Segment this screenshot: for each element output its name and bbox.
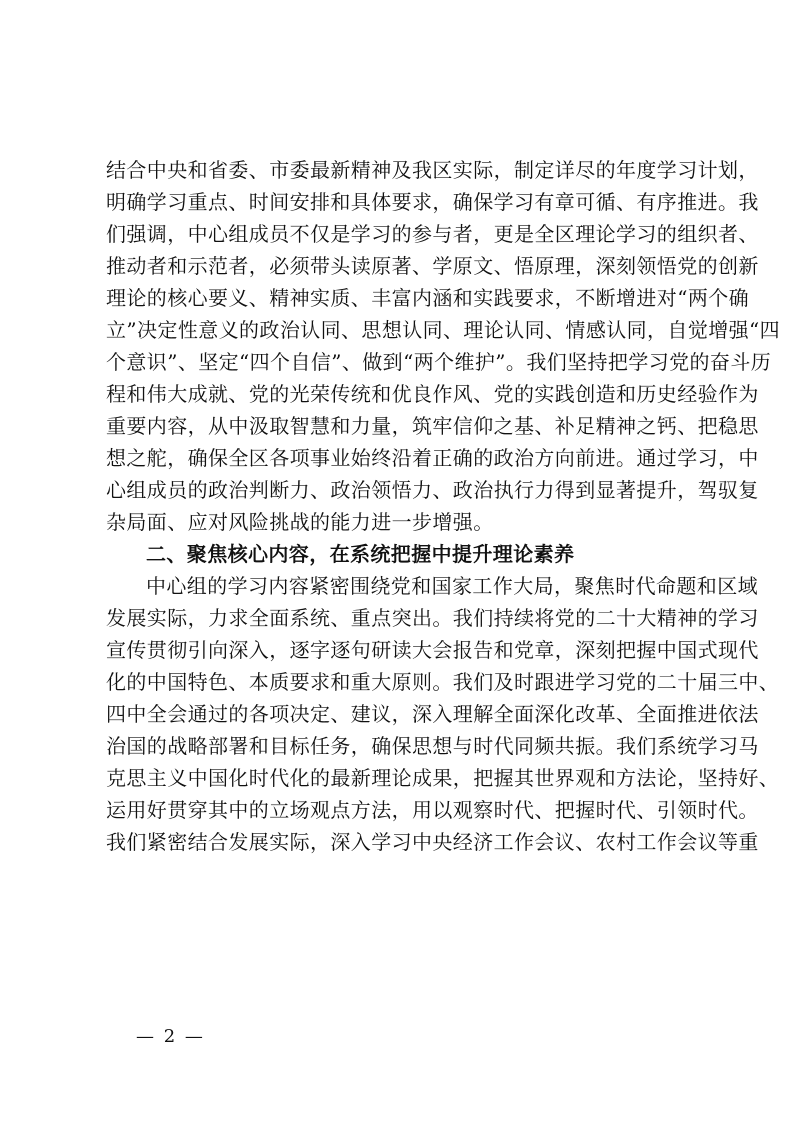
text-line: 结合中央和省委、市委最新精神及我区实际，制定详尽的年度学习计划， [106,158,759,182]
text-line: 发展实际，力求全面系统、重点突出。我们持续将党的二十大精神的学习 [106,606,759,630]
text-line: 四中全会通过的各项决定、建议，深入理解全面深化改革、全面推进依法 [106,702,759,726]
text-line: 推动者和示范者，必须带头读原著、学原文、悟原理，深刻领悟党的创新 [106,254,759,278]
text-line: 宣传贯彻引向深入，逐字逐句研读大会报告和党章，深刻把握中国式现代 [106,638,759,662]
page-number: — 2 — [136,1026,205,1047]
text-line: 重要内容，从中汲取智慧和力量，筑牢信仰之基、补足精神之钙、把稳思 [106,414,759,438]
text-line: 们强调，中心组成员不仅是学习的参与者，更是全区理论学习的组织者、 [106,222,759,246]
text-line: 明确学习重点、时间安排和具体要求，确保学习有章可循、有序推进。我 [106,190,759,214]
text-line: 化的中国特色、本质要求和重大原则。我们及时跟进学习党的二十届三中、 [106,670,780,694]
text-line: 理论的核心要义、精神实质、丰富内涵和实践要求，不断增进对“两个确 [106,286,750,310]
text-line: 治国的战略部署和目标任务，确保思想与时代同频共振。我们系统学习马 [106,734,759,758]
text-line: 立”决定性意义的政治认同、思想认同、理论认同、情感认同，自觉增强“四 [106,318,781,342]
section-heading: 二、聚焦核心内容，在系统把握中提升理论素养 [146,542,575,566]
body-text [106,154,781,858]
text-line: 程和伟大成就、党的光荣传统和优良作风、党的实践创造和历史经验作为 [106,382,759,406]
text-line: 克思主义中国化时代化的最新理论成果，把握其世界观和方法论，坚持好、 [106,766,780,790]
text-line: 中心组的学习内容紧密围绕党和国家工作大局，聚焦时代命题和区域 [146,574,758,598]
text-line: 心组成员的政治判断力、政治领悟力、政治执行力得到显著提升，驾驭复 [106,478,759,502]
text-line: 个意识”、坚定“四个自信”、做到“两个维护”。我们坚持把学习党的奋斗历 [106,350,772,374]
text-line: 杂局面、应对风险挑战的能力进一步增强。 [106,510,494,534]
text-line: 运用好贯穿其中的立场观点方法，用以观察时代、把握时代、引领时代。 [106,798,759,822]
text-line: 想之舵，确保全区各项事业始终沿着正确的政治方向前进。通过学习，中 [106,446,759,470]
text-line: 我们紧密结合发展实际，深入学习中央经济工作会议、农村工作会议等重 [106,830,759,854]
